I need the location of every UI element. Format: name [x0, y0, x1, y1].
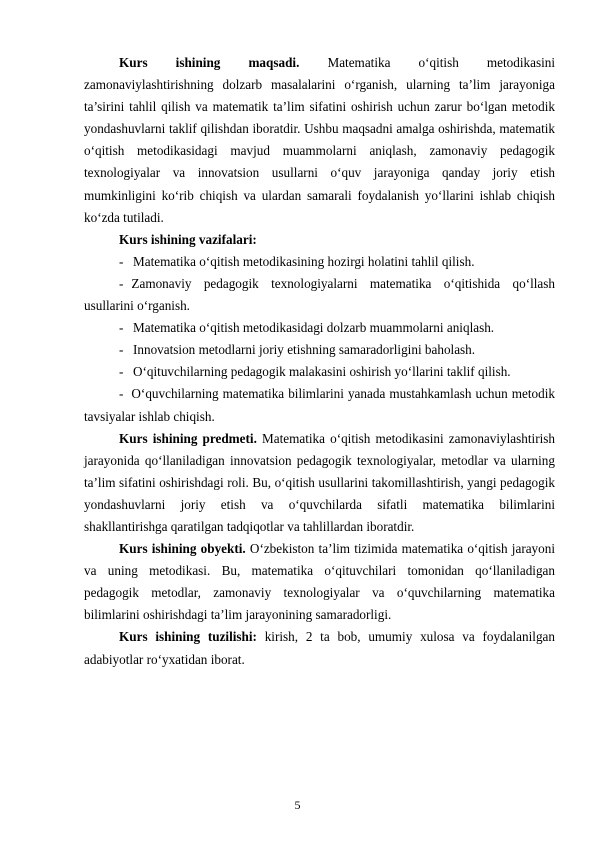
task-item: [84, 361, 555, 383]
tasks-label: Kurs ishining vazifalari:: [119, 231, 257, 247]
task-text: Innovatsion metodlarni joriy etishning samaradorligini baholash.: [133, 342, 476, 358]
structure-text: kirish, 2 ta bob, umumiy xulosa va foydalanilgan adabiyotlar ro‘yxatidan iborat.: [84, 629, 555, 667]
task-item: [84, 383, 555, 427]
dash-marker: -: [119, 320, 124, 336]
structure-label: Kurs ishining tuzilishi:: [119, 629, 257, 645]
dash-marker: -: [119, 386, 124, 402]
dash-marker: -: [119, 275, 124, 291]
dash-marker: -: [119, 253, 124, 269]
goal-label: Kurs ishining maqsadi.: [119, 55, 300, 70]
task-item: [84, 339, 555, 361]
subject-text: Matematika o‘qitish metodikasini zamonaviylashtirish jarayonida qo‘llaniladigan innovatsion pedagogik texnologiyalar, metodlar va ularning ta’lim sifatini oshirishdagi roli. Bu, o‘qitish usullarini takomillashtirish, yangi pedagogik yondashuvlarni joriy etish va o‘quvchilarda sifatli matematika bilimlarini shakllantirishga qaratilgan tadqiqotlar va tahlillardan iboratdir.: [84, 430, 555, 534]
task-text: Zamonaviy pedagogik texnologiyalarni matematika o‘qitishida qo‘llash usullarini o‘rganish.: [84, 275, 555, 314]
subject-label: Kurs ishining predmeti.: [119, 430, 257, 446]
tasks-heading: [84, 229, 555, 251]
dash-marker: -: [119, 364, 124, 380]
goal-paragraph: [84, 52, 555, 229]
task-item: [84, 273, 555, 317]
task-text: Matematika o‘qitish metodikasining hozirgi holatini tahlil qilish.: [133, 253, 475, 269]
object-text: O‘zbekiston ta’lim tizimida matematika o‘qitish jarayoni va uning metodikasi. Bu, matematika o‘qituvchilari tomonidan qo‘llaniladigan pedagogik metodlar, zamonaviy texnologiyalar va o‘quvchilarning matematika bilimlarini oshirishdagi ta’lim jarayonining samaradorligi.: [84, 541, 556, 623]
object-label: Kurs ishining obyekti.: [119, 541, 246, 557]
task-text: Matematika o‘qitish metodikasidagi dolzarb muammolarni aniqlash.: [133, 320, 495, 336]
document-body: [84, 52, 555, 671]
page-number: 5: [294, 798, 301, 812]
task-item: [84, 251, 555, 273]
task-text: O‘quvchilarning matematika bilimlarini yanada mustahkamlash uchun metodik tavsiyalar ishlab chiqish.: [84, 386, 555, 424]
task-item: [84, 317, 555, 339]
subject-paragraph: [84, 428, 555, 538]
task-text: O‘qituvchilarning pedagogik malakasini oshirish yo‘llarini taklif qilish.: [133, 364, 511, 380]
goal-text: Matematika o‘qitish metodikasini zamonaviylashtirishning dolzarb masalalarini o‘rganish, ularning ta’lim jarayoniga ta’sirini tahlil qilish va matematik ta’lim sifatini oshirish uchun zarur bo‘lgan metodik yondashuvlarni taklif qilishdan iboratdir. Ushbu maqsadni amalga oshirishda, matematik o‘qitish metodikasidagi mavjud muammolarni aniqlash, zamonaviy pedagogik texnologiyalar va innovatsion usullarni o‘quv jarayoniga qanday joriy etish mumkinligini ko‘rib chiqish va ulardan samarali foydalanish yo‘llarini ishlab chiqish ko‘zda tutiladi.: [84, 55, 556, 225]
structure-paragraph: [84, 626, 555, 670]
object-paragraph: [84, 538, 555, 626]
dash-marker: -: [119, 342, 124, 358]
